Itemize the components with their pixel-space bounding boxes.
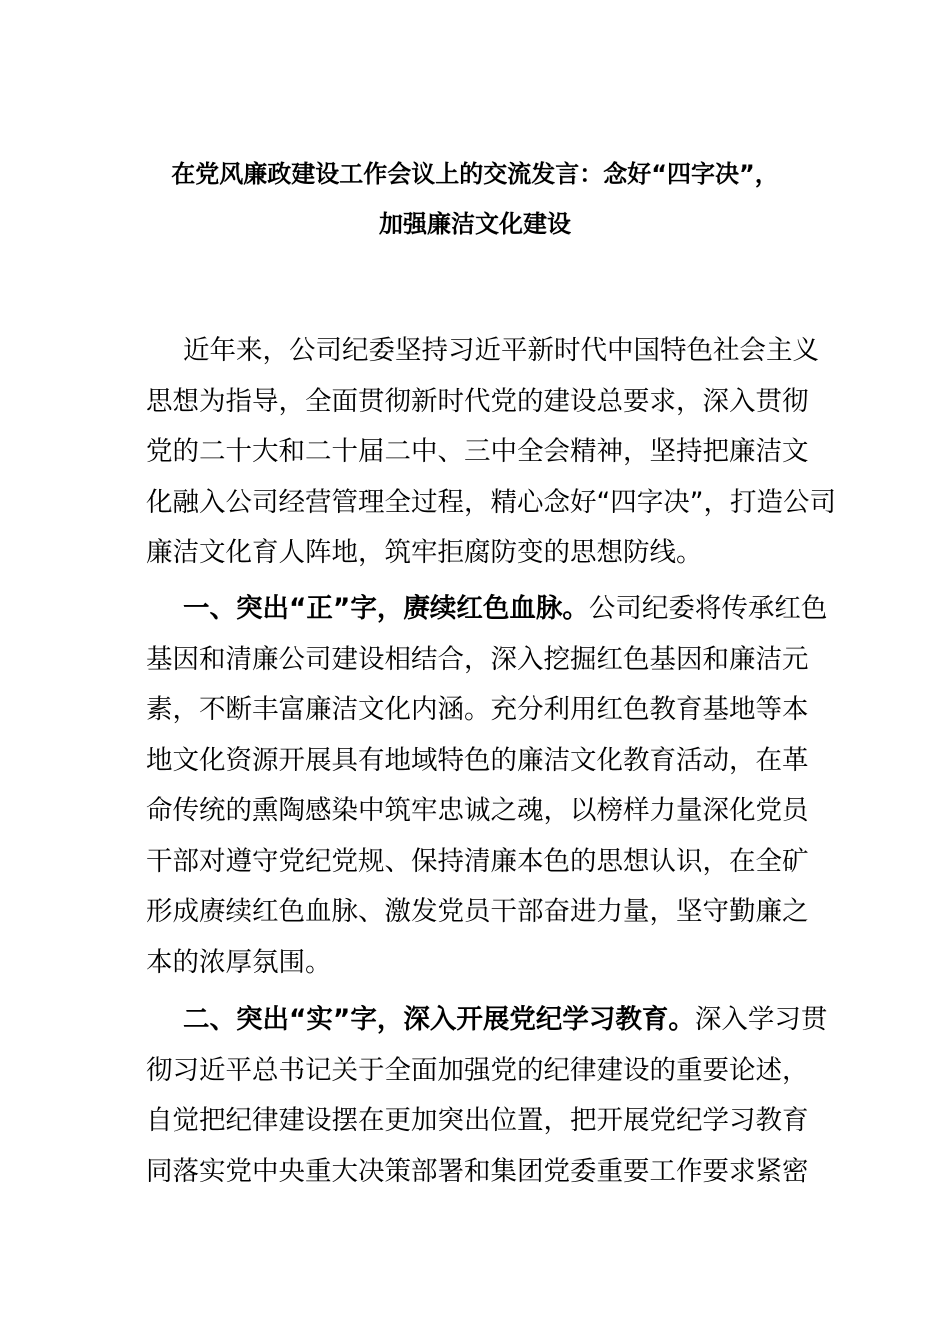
paragraph-line: 公司纪委将传承红色 [588,593,828,624]
paragraph-line: 本的浓厚氛围。 [146,946,332,978]
paragraph-line: 命传统的熏陶感染中筑牢忠诚之魂，以榜样力量深化党员 [146,795,809,826]
paragraph-first-line [146,995,828,1046]
paragraph-section-1 [146,584,828,988]
section-heading-1: 一、突出“正”字，赓续红色血脉。 [183,593,589,624]
paragraph-line: 党的二十大和二十届二中、三中全会精神，坚持把廉洁文 [146,436,809,467]
paragraph-line: 地文化资源开展具有地域特色的廉洁文化教育活动，在革 [146,744,809,776]
paragraph-line: 素，不断丰富廉洁文化内涵。充分利用红色教育基地等本 [146,694,809,725]
paragraph-line: 近年来，公司纪委坚持习近平新时代中国特色社会主义 [183,335,819,366]
paragraph-line: 形成赓续红色血脉、激发党员干部奋进力量，坚守勤廉之 [146,896,809,927]
document-title-line-1: 在党风廉政建设工作会议上的交流发言：念好“四字决”， [171,160,779,188]
paragraph-line: 自觉把纪律建设摆在更加突出位置，把开展党纪学习教育 [146,1105,809,1136]
paragraph-line: 基因和清廉公司建设相结合，深入挖掘红色基因和廉洁元 [146,643,809,675]
paragraph-line: 化融入公司经营管理全过程，精心念好“四字决”，打造公司 [146,486,836,518]
paragraph-intro [146,326,836,579]
document-title-line-2: 加强廉洁文化建设 [379,210,571,238]
paragraph-line: 廉洁文化育人阵地，筑牢拒腐防变的思想防线。 [146,537,703,568]
paragraph-line: 彻习近平总书记关于全面加强党的纪律建设的重要论述， [146,1054,809,1086]
paragraph-line: 思想为指导，全面贯彻新时代党的建设总要求，深入贯彻 [146,385,809,417]
paragraph-first-line [146,584,828,635]
paragraph-section-2 [146,995,828,1197]
section-heading-2: 二、突出“实”字，深入开展党纪学习教育。 [183,1004,695,1035]
paragraph-line: 同落实党中央重大决策部署和集团党委重要工作要求紧密 [146,1155,809,1187]
paragraph-line: 干部对遵守党纪党规、保持清廉本色的思想认识，在全矿 [146,845,809,877]
paragraph-line: 深入学习贯 [694,1004,828,1035]
